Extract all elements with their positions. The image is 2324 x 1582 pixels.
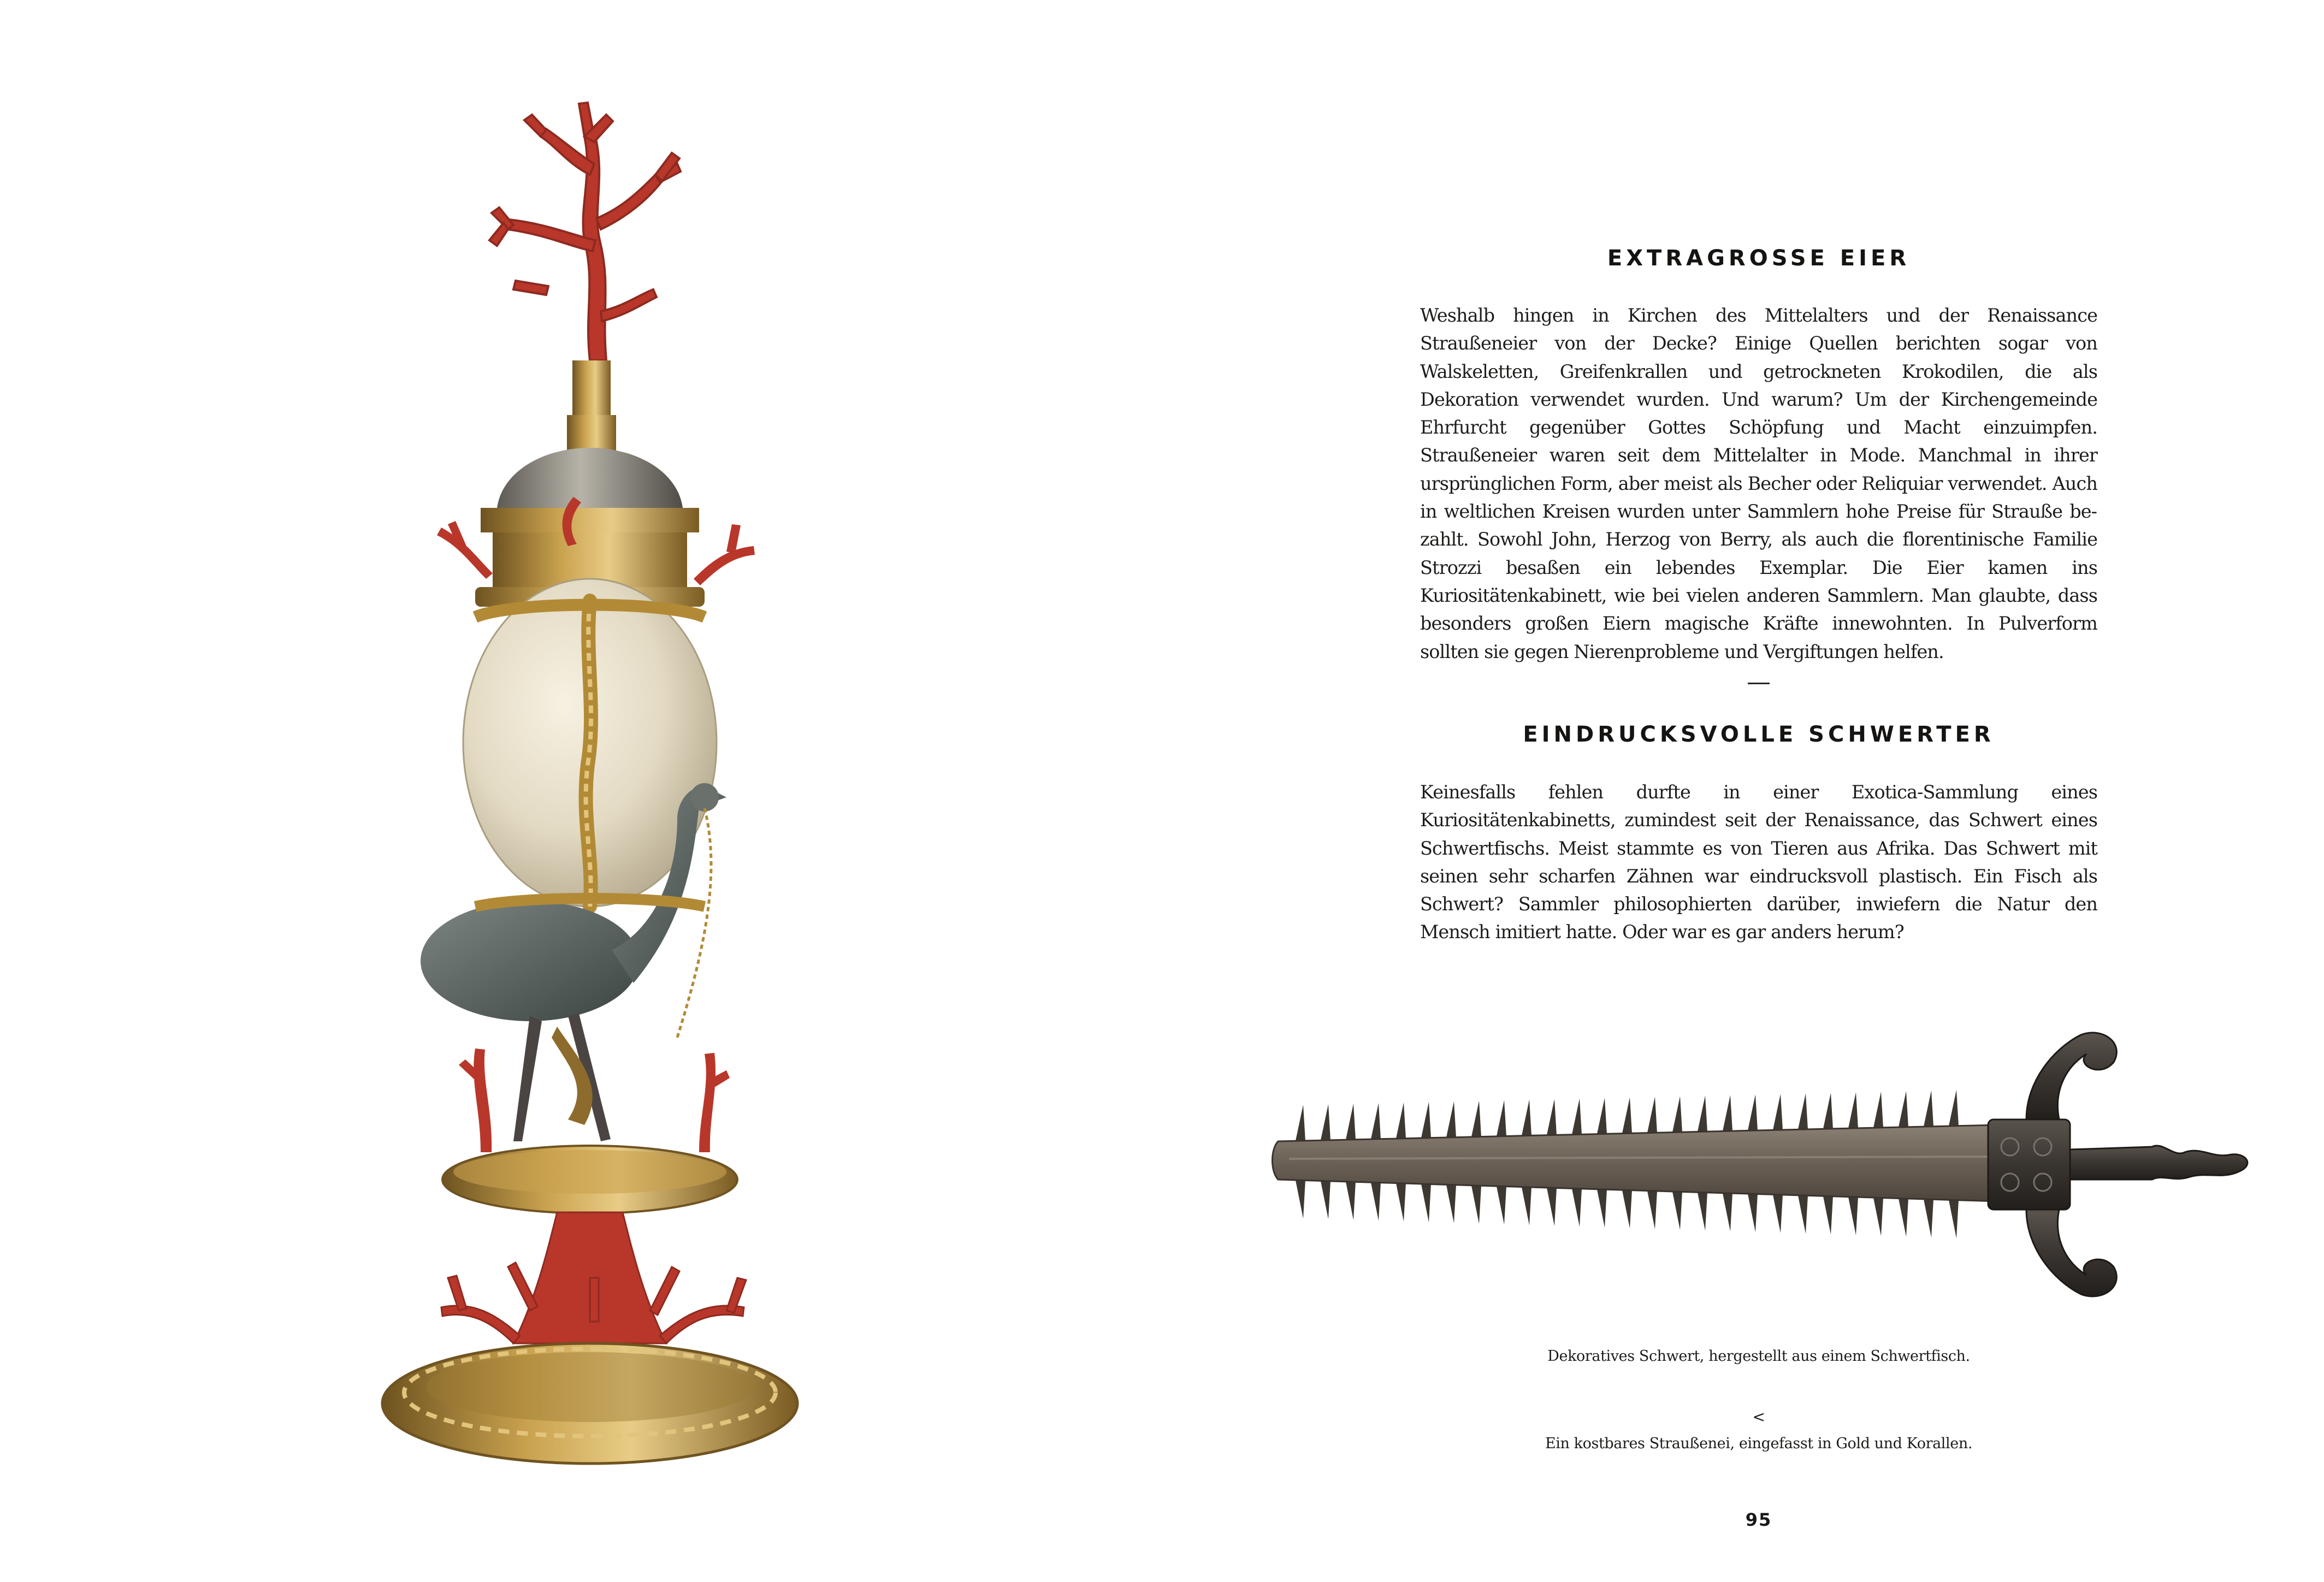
coral-stem: [441, 1212, 746, 1343]
ostrich-egg-goblet-image: [350, 55, 830, 1507]
sword-tooth: [1924, 1199, 1933, 1237]
sword-tooth: [1698, 1193, 1707, 1231]
paragraph-swords: Keinesfalls fehlen durfte in einer Exotica-Sammlung eines Kuriositätenkabinetts, zumindest seit der Renaissance, das Schwert eines Schwertfischs. Meist stammte es von Tieren aus Afrika. Das Schwert mit seinen sehr scharfen Zähnen war eindrucksvoll plastisch. Ein Fisch als Schwert? Sammler philosophierten darüber, inwiefern die Natur den Mensch imitiert hatte. Oder war es gar anders herum?: [1420, 781, 2097, 943]
sword-tooth: [1522, 1100, 1531, 1136]
sword-tooth: [1698, 1095, 1707, 1131]
sword-tooth: [1346, 1104, 1356, 1140]
sword-tooth: [1647, 1097, 1657, 1133]
sword-tooth: [1647, 1191, 1657, 1229]
sword-tooth: [1497, 1186, 1506, 1224]
sword-tooth: [1899, 1199, 1908, 1237]
sword-tooth: [1396, 1103, 1406, 1139]
sword-tooth: [1547, 1188, 1557, 1226]
sword-tooth: [1547, 1099, 1557, 1135]
sword-tooth: [1949, 1090, 1959, 1126]
egg-lid: [497, 448, 683, 508]
sword-tooth: [1924, 1091, 1933, 1127]
sword-tooth: [1773, 1094, 1783, 1130]
page-number: 95: [1745, 1509, 1772, 1530]
sword-tooth: [1873, 1092, 1883, 1128]
sword-tooth: [1773, 1195, 1783, 1233]
sword-tooth: [1421, 1102, 1431, 1138]
caption-pointer: <: [1752, 1408, 1765, 1426]
sword-tooth: [1522, 1187, 1531, 1225]
lid-finial: [567, 415, 616, 453]
section-divider: [1748, 683, 1770, 684]
sword-tooth: [1421, 1184, 1431, 1222]
sword-tooth: [1848, 1092, 1858, 1128]
section-heading-eggs: EXTRAGROSSE EIER: [1607, 246, 1911, 271]
sword-tooth: [1597, 1098, 1607, 1134]
sword-tooth: [1748, 1194, 1758, 1232]
sword-blade: [1273, 1125, 2000, 1201]
coral-crown: [489, 103, 681, 360]
sword-tooth: [1723, 1193, 1732, 1231]
swordfish-sword-image: [1223, 983, 2283, 1365]
sword-tooth: [1622, 1190, 1632, 1228]
sword-tooth: [1371, 1103, 1381, 1139]
sword-tooth: [1471, 1101, 1481, 1137]
sword-tooth: [1672, 1192, 1682, 1230]
sword-tooth: [1748, 1094, 1758, 1130]
sword-tooth: [1597, 1189, 1607, 1228]
sword-tooth: [1446, 1101, 1456, 1137]
sword-tooth: [1396, 1183, 1406, 1222]
sword-tooth: [1346, 1182, 1356, 1220]
sword-tooth: [1321, 1104, 1330, 1140]
sword-tooth: [1798, 1195, 1808, 1234]
sword-tooth: [1672, 1096, 1682, 1132]
sword-tooth: [1497, 1100, 1506, 1136]
sword-tooth: [1949, 1200, 1959, 1238]
sword-tooth: [1321, 1181, 1330, 1219]
sword-tooth: [1823, 1093, 1833, 1129]
caption-egg: Ein kostbares Straußenei, eingefasst in Gold und Korallen.: [1545, 1435, 1973, 1452]
sword-tooth: [1723, 1095, 1732, 1131]
paragraph-eggs: Weshalb hingen in Kirchen des Mittelalters und der Renaissance Straußeneier von der Decke? Einige Quellen berichten sogar von Walskeletten, Greifenkrallen und getrockneten Krokodilen, die als Dekoration verwendet wurden. Und warum? Um der Kirchengemeinde Ehrfurcht gegenüber Gottes Schöpfung und Macht einzuimpfen. Straußeneier waren seit dem Mittelalter in Mode. Manchmal in ihrer ursprünglichen Form, aber meist als Becher oder Reliquiar verwendet. Auch in weltlichen Kreisen wurden unter Sammlern hohe Preise für Strauße bezahlt. Sowohl John, Herzog von Berry, als auch die florentinische Familie Strozzi besaßen ein lebendes Exemplar. Die Eier kamen ins Kuriositätenkabinett, wie bei vielen anderen Sammlern. Man glaubte, dass besonders großen Eiern magische Kräfte innewohnten. In Pulverform sollten sie gegen Nierenprobleme und Vergiftungen helfen.: [1420, 305, 2097, 662]
caption-sword: Dekoratives Schwert, hergestellt aus einem Schwertfisch.: [1547, 1348, 1970, 1365]
sword-tooth: [1823, 1196, 1833, 1234]
sword-tooth: [1296, 1105, 1305, 1141]
sword-tooth: [1848, 1197, 1858, 1235]
sword-tooth: [1371, 1182, 1381, 1220]
sword-tooth: [1296, 1180, 1305, 1218]
section-heading-swords: EINDRUCKSVOLLE SCHWERTER: [1523, 722, 1995, 747]
sword-tooth: [1572, 1189, 1582, 1227]
sword-tooth: [1798, 1093, 1808, 1129]
sword-tooth: [1873, 1198, 1883, 1236]
sword-tooth: [1471, 1186, 1481, 1224]
sword-hilt: [1988, 1033, 2248, 1296]
sword-tooth: [1899, 1091, 1908, 1127]
sword-tooth: [1572, 1099, 1582, 1135]
sword-tooth: [1622, 1098, 1632, 1134]
sword-tooth: [1446, 1185, 1456, 1223]
